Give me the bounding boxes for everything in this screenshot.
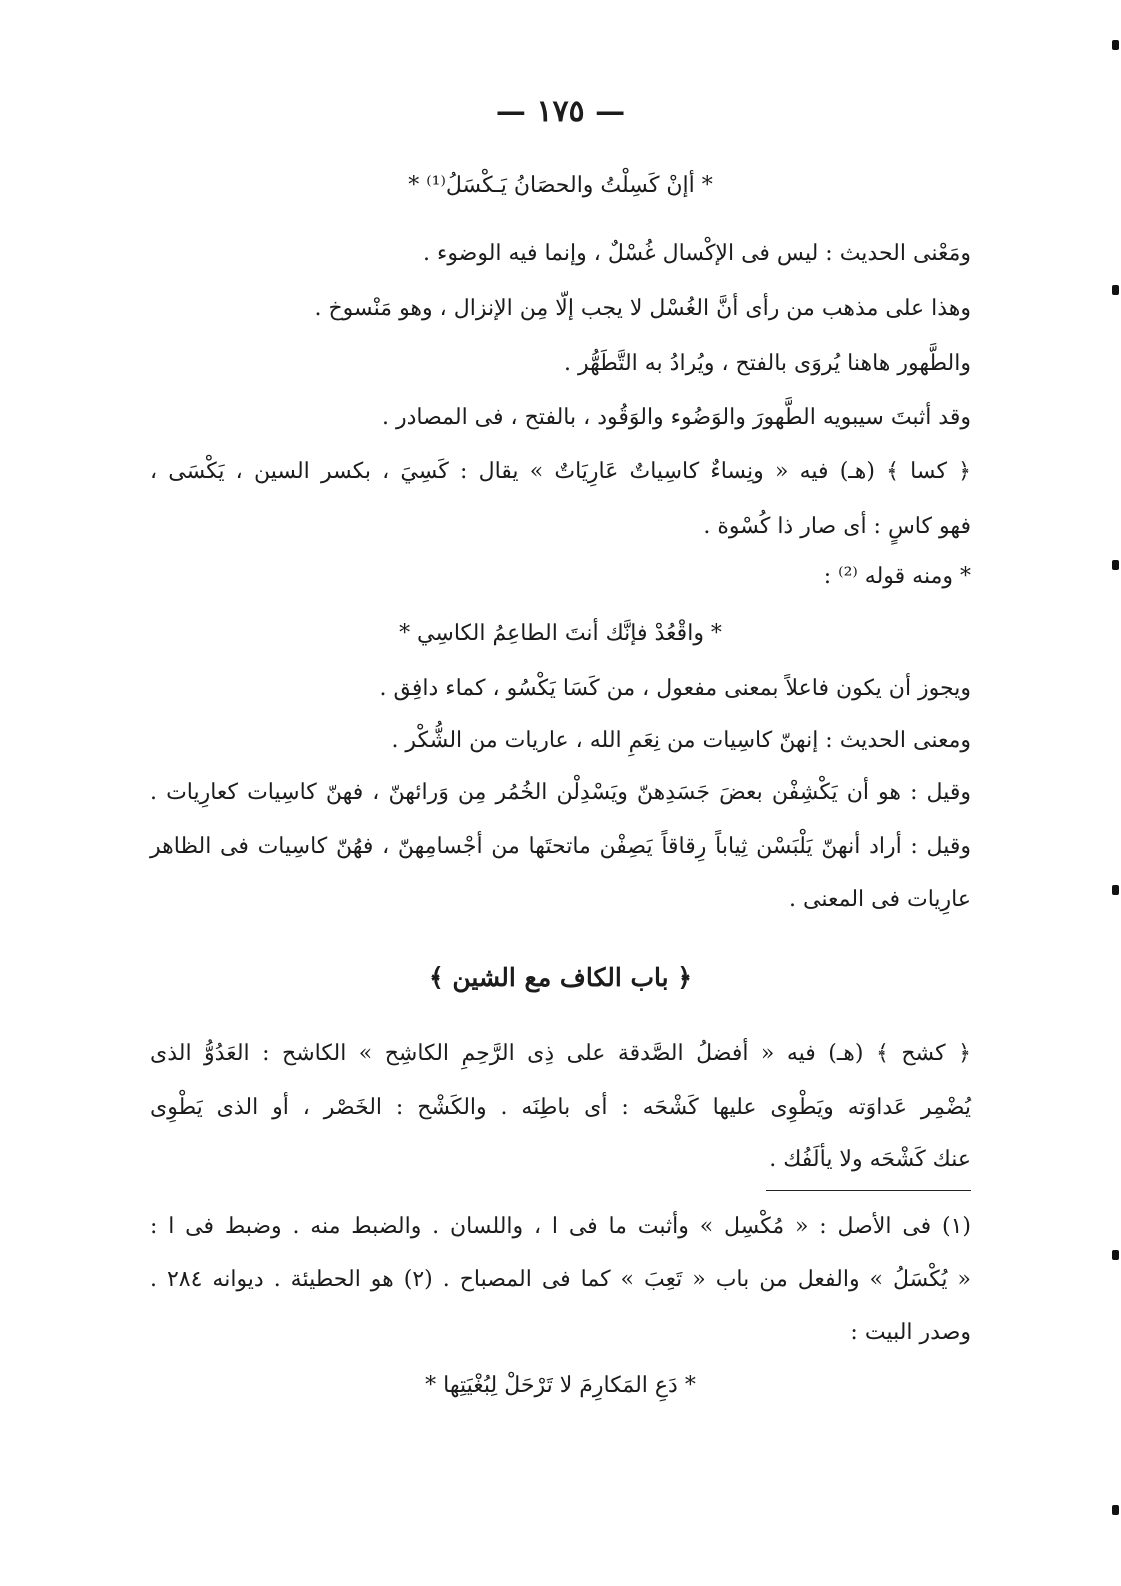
- body-line: ومَعْنى الحديث : ليس فى الإكْسال غُسْلٌ ، وإنما فيه الوضوء .: [422, 241, 971, 266]
- body-line: يُضْمِر عَداوَته ويَطْوِى عليها كَشْحَه : أى باطِنَه . والكَشْح : الخَصْر ، أو الذى يَطْوِى: [150, 1095, 971, 1120]
- section-heading: ﴿ باب الكاف مع الشين ﴾: [429, 963, 692, 992]
- footnote-line: « يُكْسَلُ » والفعل من باب « تَعِبَ » كما فى المصباح . (٢) هو الحطيئة . ديوانه ٢٨٤ .: [150, 1267, 971, 1292]
- verse-line: * أإنْ كَسِلْتُ والحصَانُ يَـكْسَلُ⁽¹⁾ *: [408, 173, 713, 198]
- entry-line: ﴿ كشح ﴾ (هـ) فيه « أفضلُ الصَّدقة على ذِى الرَّحِمِ الكاشِح » الكاشح : العَدُوُّ الذى: [150, 1041, 971, 1066]
- body-line: ومعنى الحديث : إنهنّ كاسِيات من نِعَمِ الله ، عاريات من الشُّكْر .: [391, 728, 971, 753]
- verse-line: * واقْعُدْ فإنَّك أنتَ الطاعِمُ الكاسِي *: [399, 621, 722, 646]
- page-number: — ١٧٥ —: [495, 94, 626, 129]
- body-line: وقيل : أراد أنهنّ يَلْبَسْن ثِياباً رِقاقاً يَصِفْن ماتحتَها من أجْسامِهنّ ، فهُنّ كاسِيات فى الظاهر: [150, 834, 971, 859]
- body-line: فهو كاسٍ : أى صار ذا كُسْوة .: [703, 514, 971, 539]
- scan-edge-mark: [1112, 1505, 1119, 1515]
- entry-line: ﴿ كسا ﴾ (هـ) فيه « ونِساءٌ كاسِياتٌ عَارِيَاتٌ » يقال : كَسِيَ ، بكسر السين ، يَكْسَى ،: [150, 459, 971, 484]
- body-line: وهذا على مذهب من رأى أنَّ الغُسْل لا يجب إلّا مِن الإنزال ، وهو مَنْسوخ .: [314, 296, 971, 321]
- scan-edge-mark: [1112, 1250, 1119, 1260]
- footnote-separator: [766, 1190, 971, 1191]
- scan-edge-mark: [1112, 40, 1119, 50]
- body-line: وقد أثبتَ سيبويه الطَّهورَ والوَضُوء والوَقُود ، بالفتح ، فى المصادر .: [381, 405, 971, 430]
- body-line: * ومنه قوله ⁽²⁾ :: [823, 564, 971, 589]
- footnote-verse: * دَعِ المَكارِمَ لا تَرْحَلْ لِبُغْيَتِها *: [425, 1373, 696, 1398]
- scan-edge-mark: [1112, 285, 1119, 295]
- body-line: والطَّهور هاهنا يُروَى بالفتح ، ويُرادُ به التَّطَهُّر .: [564, 351, 971, 376]
- footnote-line: (١) فى الأصل : « مُكْسِل » وأثبت ما فى ا ، واللسان . والضبط منه . وضبط فى ا :: [150, 1214, 971, 1239]
- body-line: عارِيات فى المعنى .: [789, 887, 971, 912]
- body-line: وقيل : هو أن يَكْشِفْن بعضَ جَسَدِهنّ ويَسْدِلْن الخُمُر مِن وَرائهنّ ، فهنّ كاسِيات كعارِيات .: [150, 780, 971, 805]
- scan-edge-mark: [1112, 885, 1119, 895]
- footnote-line: وصدر البيت :: [850, 1320, 971, 1345]
- body-line: عنك كَشْحَه ولا يألَفُك .: [769, 1147, 971, 1172]
- scan-edge-mark: [1112, 560, 1119, 570]
- body-line: ويجوز أن يكون فاعلاً بمعنى مفعول ، من كَسَا يَكْسُو ، كماء دافِق .: [379, 676, 971, 701]
